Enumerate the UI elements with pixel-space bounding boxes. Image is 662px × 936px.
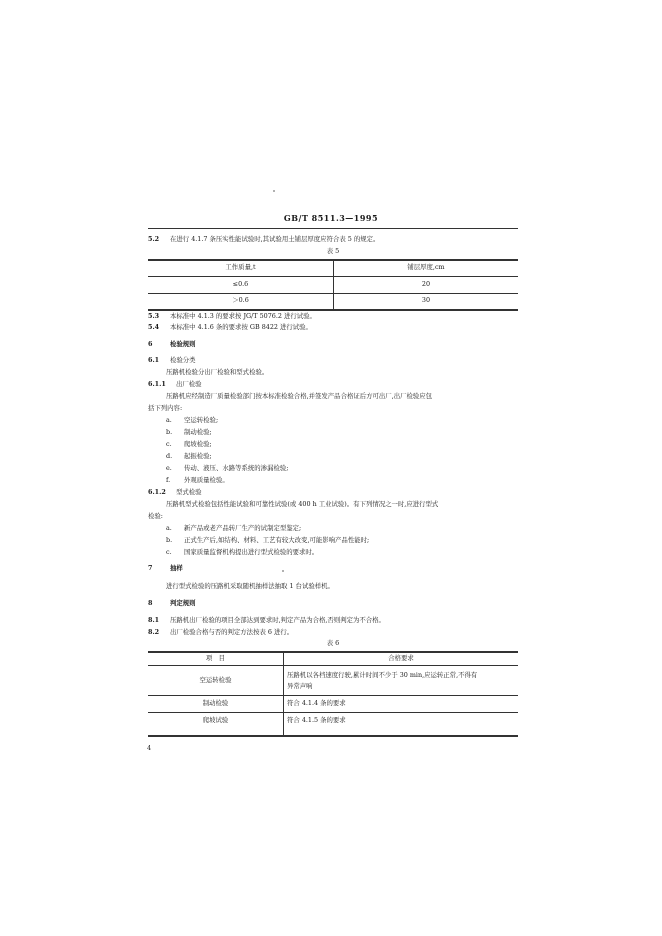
table-6-item-cell: 空运转检验 <box>199 676 232 684</box>
clause-6-1-1-text-cont: 括下列内容: <box>148 404 183 412</box>
table-6-row-rule <box>148 695 518 696</box>
list-letter: a. <box>166 524 172 532</box>
clause-number: 5.2 <box>148 235 160 243</box>
section-number: 8 <box>148 599 153 607</box>
list-item <box>166 417 218 425</box>
list-text: 制动检验; <box>184 428 212 436</box>
table-6-req-cell: 符合 4.1.4 条的要求 <box>287 699 346 707</box>
section-title: 抽样 <box>170 564 183 572</box>
table-6-header-rule <box>148 665 518 666</box>
clause-number: 6.1 <box>148 356 160 364</box>
list-letter: b. <box>166 428 173 436</box>
table-5-caption: 表 5 <box>326 247 340 255</box>
list-text: 起振检验; <box>184 452 212 460</box>
list-letter: b. <box>166 536 173 544</box>
table-6-divider-v <box>283 651 284 736</box>
clause-text: 本标准中 4.1.6 条的要求按 GB 8422 进行试验。 <box>170 323 312 331</box>
section-number: 7 <box>148 564 153 572</box>
list-letter: f. <box>166 476 171 484</box>
section-title: 判定规则 <box>170 599 196 607</box>
list-letter: a. <box>166 416 172 424</box>
clause-text: 压路机出厂检验的项目全部达到要求时,判定产品为合格,否则判定为不合格。 <box>170 616 385 624</box>
list-text: 空运转检验; <box>184 416 219 424</box>
list-item <box>166 477 229 485</box>
list-item <box>166 525 301 533</box>
clause-6-1-2-text: 压路机型式检验包括性能试验和可靠性试验(或 400 h 工业试验)。有下列情况之一时,应进行型式 <box>166 500 439 508</box>
list-item <box>166 465 288 473</box>
list-text: 外观质量检验。 <box>184 476 229 484</box>
clause-5-3 <box>148 313 316 321</box>
table-5-header-cell: 工作质量,t <box>225 263 256 271</box>
clause-number: 5.4 <box>148 323 160 331</box>
list-letter: e. <box>166 464 172 472</box>
clause-5-4 <box>148 324 312 332</box>
clause-6-1-1 <box>148 381 202 389</box>
list-letter: c. <box>166 548 172 556</box>
table-6-req-cell: 压路机以各档速度行驶,累计时间不少于 30 min,应运转正常,不得有 <box>287 671 478 679</box>
list-item <box>166 441 212 449</box>
table-6-caption: 表 6 <box>326 639 340 647</box>
clause-title: 出厂检验 <box>176 380 202 388</box>
section-6-heading <box>148 341 196 349</box>
table-6-bottom-rule <box>148 735 518 737</box>
clause-number: 8.2 <box>148 628 160 636</box>
list-text: 传动、液压、水路等系统的渗漏检验; <box>184 464 289 472</box>
table-6-req-cell-cont: 异常声响 <box>287 682 313 690</box>
scan-speck <box>282 570 284 572</box>
clause-number: 6.1.2 <box>148 488 166 496</box>
table-5-bottom-rule <box>148 309 518 311</box>
clause-number: 6.1.1 <box>148 380 166 388</box>
table-6-header-cell: 合格要求 <box>388 654 414 662</box>
standard-code-header: GB/T 8511.3—1995 <box>283 213 379 223</box>
section-7-heading <box>148 565 183 573</box>
list-text: 爬坡检验; <box>184 440 212 448</box>
table-6-req-cell: 符合 4.1.5 条的要求 <box>287 716 346 724</box>
clause-8-1 <box>148 617 385 625</box>
list-text: 新产品或老产品转厂生产的试制定型鉴定; <box>184 524 302 532</box>
page-number: 4 <box>147 744 152 752</box>
clause-number: 5.3 <box>148 312 160 320</box>
list-text: 正式生产后,如结构、材料、工艺有较大改变,可能影响产品性能时; <box>184 536 370 544</box>
scan-speck <box>273 190 275 192</box>
list-item <box>166 549 318 557</box>
list-text: 国家质量监督机构提出进行型式检验的要求时。 <box>184 548 319 556</box>
clause-title: 型式检验 <box>176 488 202 496</box>
section-title: 检验规则 <box>170 340 196 348</box>
clause-8-2 <box>148 629 293 637</box>
clause-text: 出厂检验合格与否的判定方法按表 6 进行。 <box>170 628 294 636</box>
clause-6-1-2 <box>148 489 202 497</box>
list-item <box>166 453 212 461</box>
table-6-item-cell: 制动检验 <box>202 699 229 707</box>
table-5-row-rule <box>148 293 518 294</box>
list-letter: d. <box>166 452 173 460</box>
table-5-cell: 30 <box>421 296 431 304</box>
list-letter: c. <box>166 440 172 448</box>
table-5-header-cell: 铺层厚度,cm <box>407 263 445 271</box>
clause-6-1-2-text-cont: 检验: <box>148 512 163 520</box>
clause-number: 8.1 <box>148 616 160 624</box>
section-number: 6 <box>148 340 153 348</box>
table-6-top-rule <box>148 651 518 653</box>
table-5-cell: ≤0.6 <box>232 280 249 288</box>
table-6-header-cell: 项 目 <box>205 654 226 662</box>
header-rule <box>148 228 518 229</box>
list-item <box>166 537 369 545</box>
section-8-heading <box>148 600 196 608</box>
clause-title: 检验分类 <box>170 356 196 364</box>
list-item <box>166 429 212 437</box>
table-5-cell: ＞0.6 <box>232 296 249 304</box>
table-6-item-cell: 爬坡试验 <box>202 716 229 724</box>
table-5-header-rule <box>148 276 518 277</box>
clause-6-1 <box>148 357 196 365</box>
clause-text: 本标准中 4.1.3 的要求按 JG/T 5076.2 进行试验。 <box>170 312 316 320</box>
clause-5-2 <box>148 236 379 244</box>
table-6-row-rule <box>148 712 518 713</box>
section-7-text: 进行型式检验的压路机采取随机抽样法抽取 1 台试验样机。 <box>166 582 334 590</box>
clause-6-1-text: 压路机检验分出厂检验和型式检验。 <box>166 368 269 376</box>
clause-text: 在进行 4.1.7 条压实性能试验时,其试验用土铺层厚度应符合表 5 的规定。 <box>170 235 380 243</box>
table-5-cell: 20 <box>421 280 431 288</box>
clause-6-1-1-text: 压路机应经制造厂质量检验部门按本标准检验合格,并签发产品合格证后方可出厂,出厂检验应包 <box>166 392 433 400</box>
